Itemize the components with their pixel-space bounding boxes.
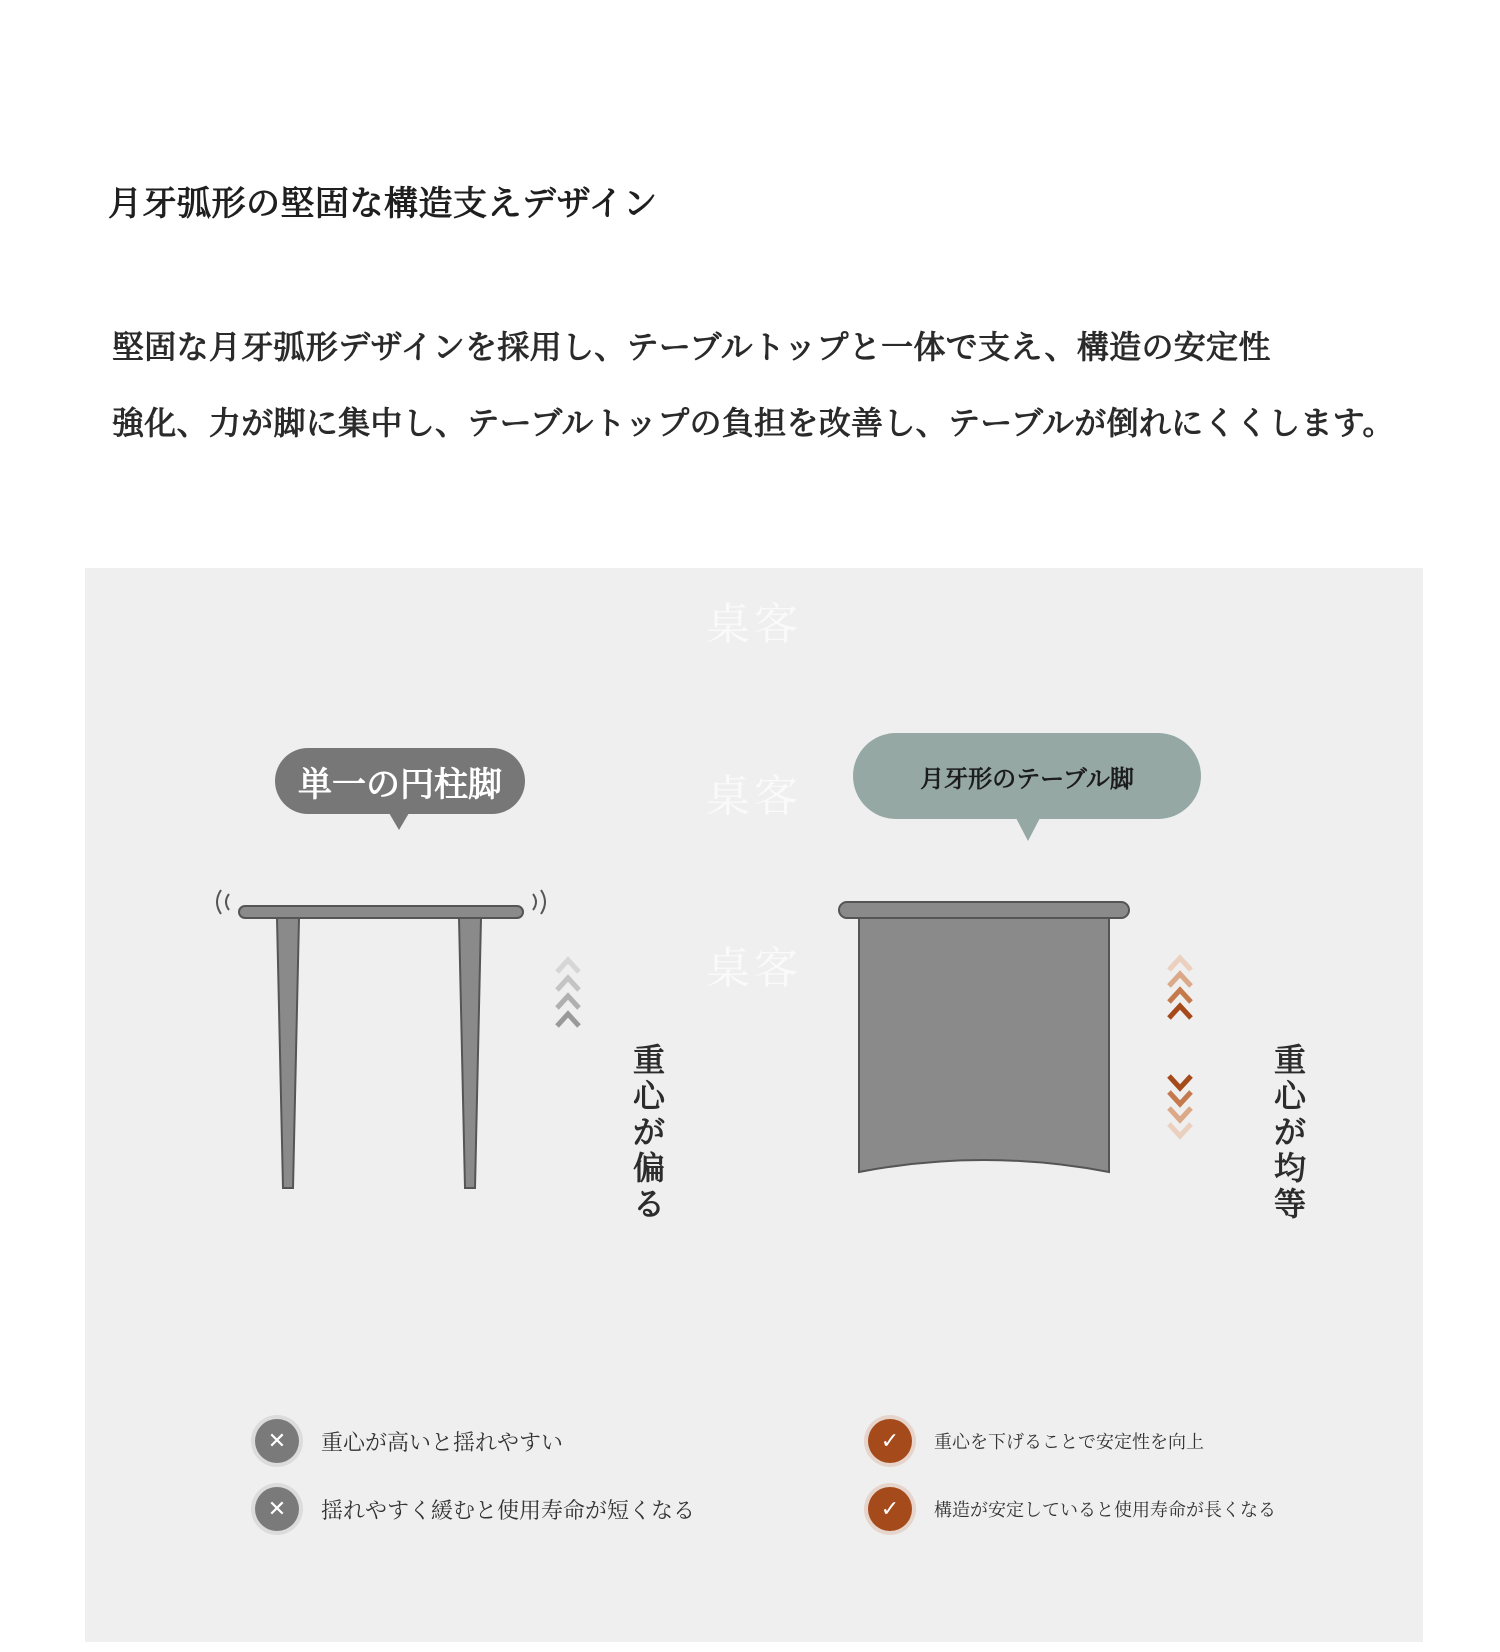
left-gravity-label: 重心が偏る xyxy=(632,1041,665,1223)
left-point-2-text: 揺れやすく緩むと使用寿命が短くなる xyxy=(321,1498,696,1524)
crescent-leg xyxy=(859,918,1109,1172)
cylinder-leg-table-illustration xyxy=(205,878,565,1198)
gravity-up-arrows-icon xyxy=(553,952,583,1042)
check-icon: ✓ xyxy=(868,1419,912,1463)
wobble-left-icon xyxy=(217,890,221,914)
table-leg-left xyxy=(277,918,299,1188)
comparison-panel xyxy=(85,568,1423,1642)
left-bubble-label: 単一の円柱脚 xyxy=(298,764,502,805)
watermark-3: 桌客 xyxy=(706,943,802,994)
table-top xyxy=(239,906,523,918)
wobble-right-icon xyxy=(541,890,545,914)
table-leg-right xyxy=(459,918,481,1188)
right-gravity-label: 重心が均等 xyxy=(1273,1041,1306,1223)
watermark-1: 桌客 xyxy=(706,599,802,650)
table-top xyxy=(839,902,1129,918)
watermark-2: 桌客 xyxy=(706,771,802,822)
gravity-balanced-arrows-icon xyxy=(1165,952,1195,1152)
page-heading: 月牙弧形の堅固な構造支えデザイン xyxy=(108,184,658,224)
description-line-2: 強化、力が脚に集中し、テーブルトップの負担を改善し、テーブルが倒れにくくします。 xyxy=(112,404,1395,442)
right-bubble-label: 月牙形のテーブル脚 xyxy=(920,764,1134,793)
right-point-2 xyxy=(868,1487,1276,1531)
right-point-1-text: 重心を下げることで安定性を向上 xyxy=(934,1432,1204,1453)
x-icon: ✕ xyxy=(255,1419,299,1463)
left-point-1 xyxy=(255,1419,563,1463)
right-point-2-text: 構造が安定していると使用寿命が長くなる xyxy=(934,1500,1276,1521)
crescent-leg-table-illustration xyxy=(835,886,1135,1176)
check-icon: ✓ xyxy=(868,1487,912,1531)
description-line-1: 堅固な月牙弧形デザインを採用し、テーブルトップと一体で支え、構造の安定性 xyxy=(112,328,1271,366)
left-point-2 xyxy=(255,1487,695,1531)
right-bubble xyxy=(853,733,1201,819)
right-point-1 xyxy=(868,1419,1204,1463)
left-point-1-text: 重心が高いと揺れやすい xyxy=(321,1430,564,1456)
left-bubble xyxy=(275,748,525,814)
x-icon: ✕ xyxy=(255,1487,299,1531)
